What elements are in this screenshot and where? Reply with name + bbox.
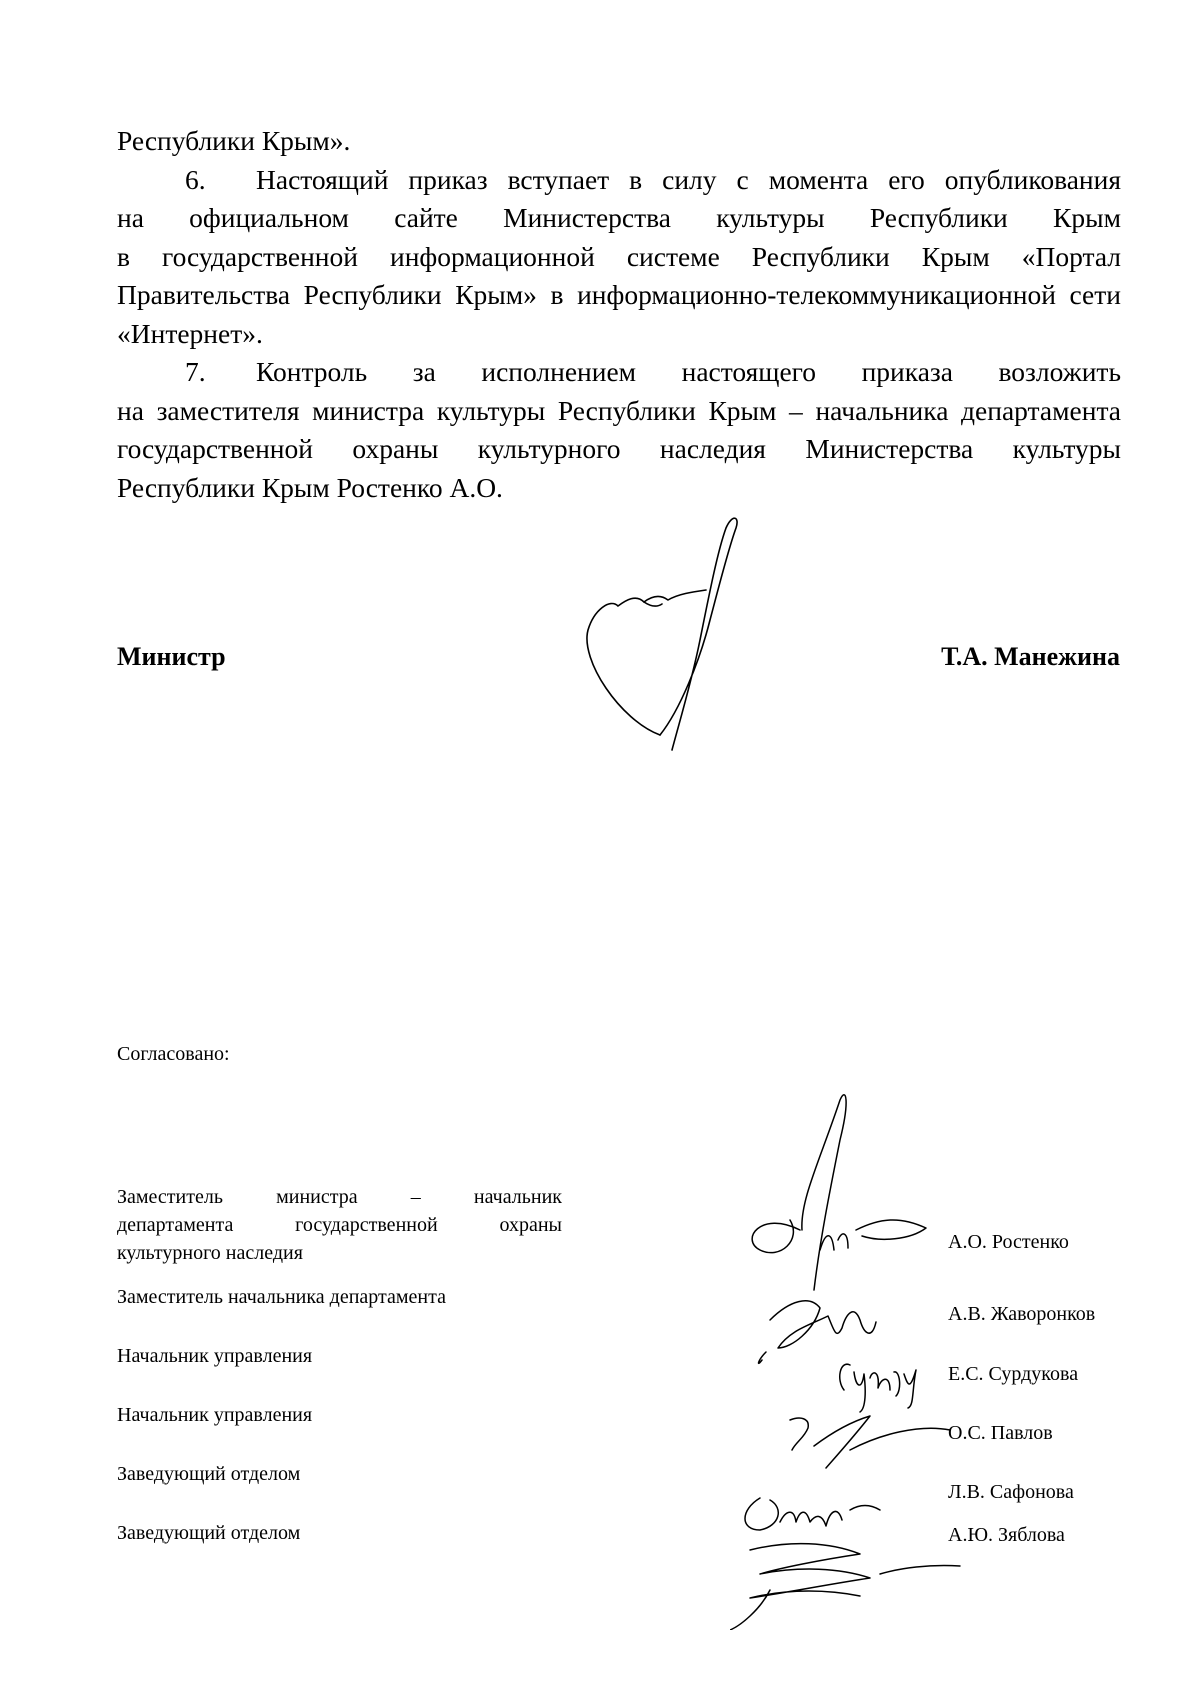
paragraph-6-line-2: на официальном сайте Министерства культуры Республики Крым bbox=[117, 202, 1121, 233]
approval-title-1: Заместитель министра – начальник департамента государственной охраны культурного наследия bbox=[117, 1186, 562, 1264]
order-text bbox=[117, 122, 1121, 507]
approval-name-1: А.О. Ростенко bbox=[948, 1231, 1069, 1253]
paragraph-6-line-4: Правительства Республики Крым» в информационно-телекоммуникационной сети bbox=[117, 279, 1121, 310]
paragraph-6-number: 6. bbox=[185, 163, 206, 195]
paragraph-5-tail: Республики Крым». bbox=[117, 125, 351, 156]
paragraph-7-line-3: государственной охраны культурного наследия Министерства культуры bbox=[117, 433, 1121, 464]
approval-signatures bbox=[730, 1090, 970, 1630]
approval-name-6: А.Ю. Зяблова bbox=[948, 1524, 1065, 1546]
paragraph-6-line-3: в государственной информационной системе Республики Крым «Портал bbox=[117, 240, 1121, 272]
approval-title-2: Заместитель начальника департамента bbox=[117, 1286, 446, 1308]
paragraph-6-line-5: «Интернет». bbox=[117, 317, 263, 349]
approval-heading: Согласовано: bbox=[117, 1043, 230, 1065]
approval-title-6: Заведующий отделом bbox=[117, 1522, 301, 1544]
approval-title-5: Заведующий отделом bbox=[117, 1463, 301, 1485]
approval-name-3: Е.С. Сурдукова bbox=[948, 1363, 1079, 1385]
approval-title-4: Начальник управления bbox=[117, 1404, 313, 1426]
signatory-name: Т.А. Манежина bbox=[941, 642, 1120, 671]
paragraph-7-line-4: Республики Крым Ростенко А.О. bbox=[117, 471, 503, 503]
approval-name-4: О.С. Павлов bbox=[948, 1422, 1053, 1444]
signatory-role: Министр bbox=[117, 642, 226, 671]
approval-name-2: А.В. Жаворонков bbox=[948, 1303, 1096, 1325]
paragraph-7-number: 7. bbox=[185, 356, 206, 387]
paragraph-6-line-1: 6. Настоящий приказ вступает в силу с момента его опубликования bbox=[117, 161, 1121, 200]
approval-title-3: Начальник управления bbox=[117, 1345, 313, 1367]
approval-name-5: Л.В. Сафонова bbox=[948, 1481, 1074, 1503]
minister-handwritten-signature bbox=[560, 510, 760, 760]
paragraph-7-line-2: на заместителя министра культуры Республики Крым – начальника департамента bbox=[117, 394, 1121, 426]
paragraph-7-line-1: 7. Контроль за исполнением настоящего приказа возложить bbox=[117, 353, 1121, 392]
